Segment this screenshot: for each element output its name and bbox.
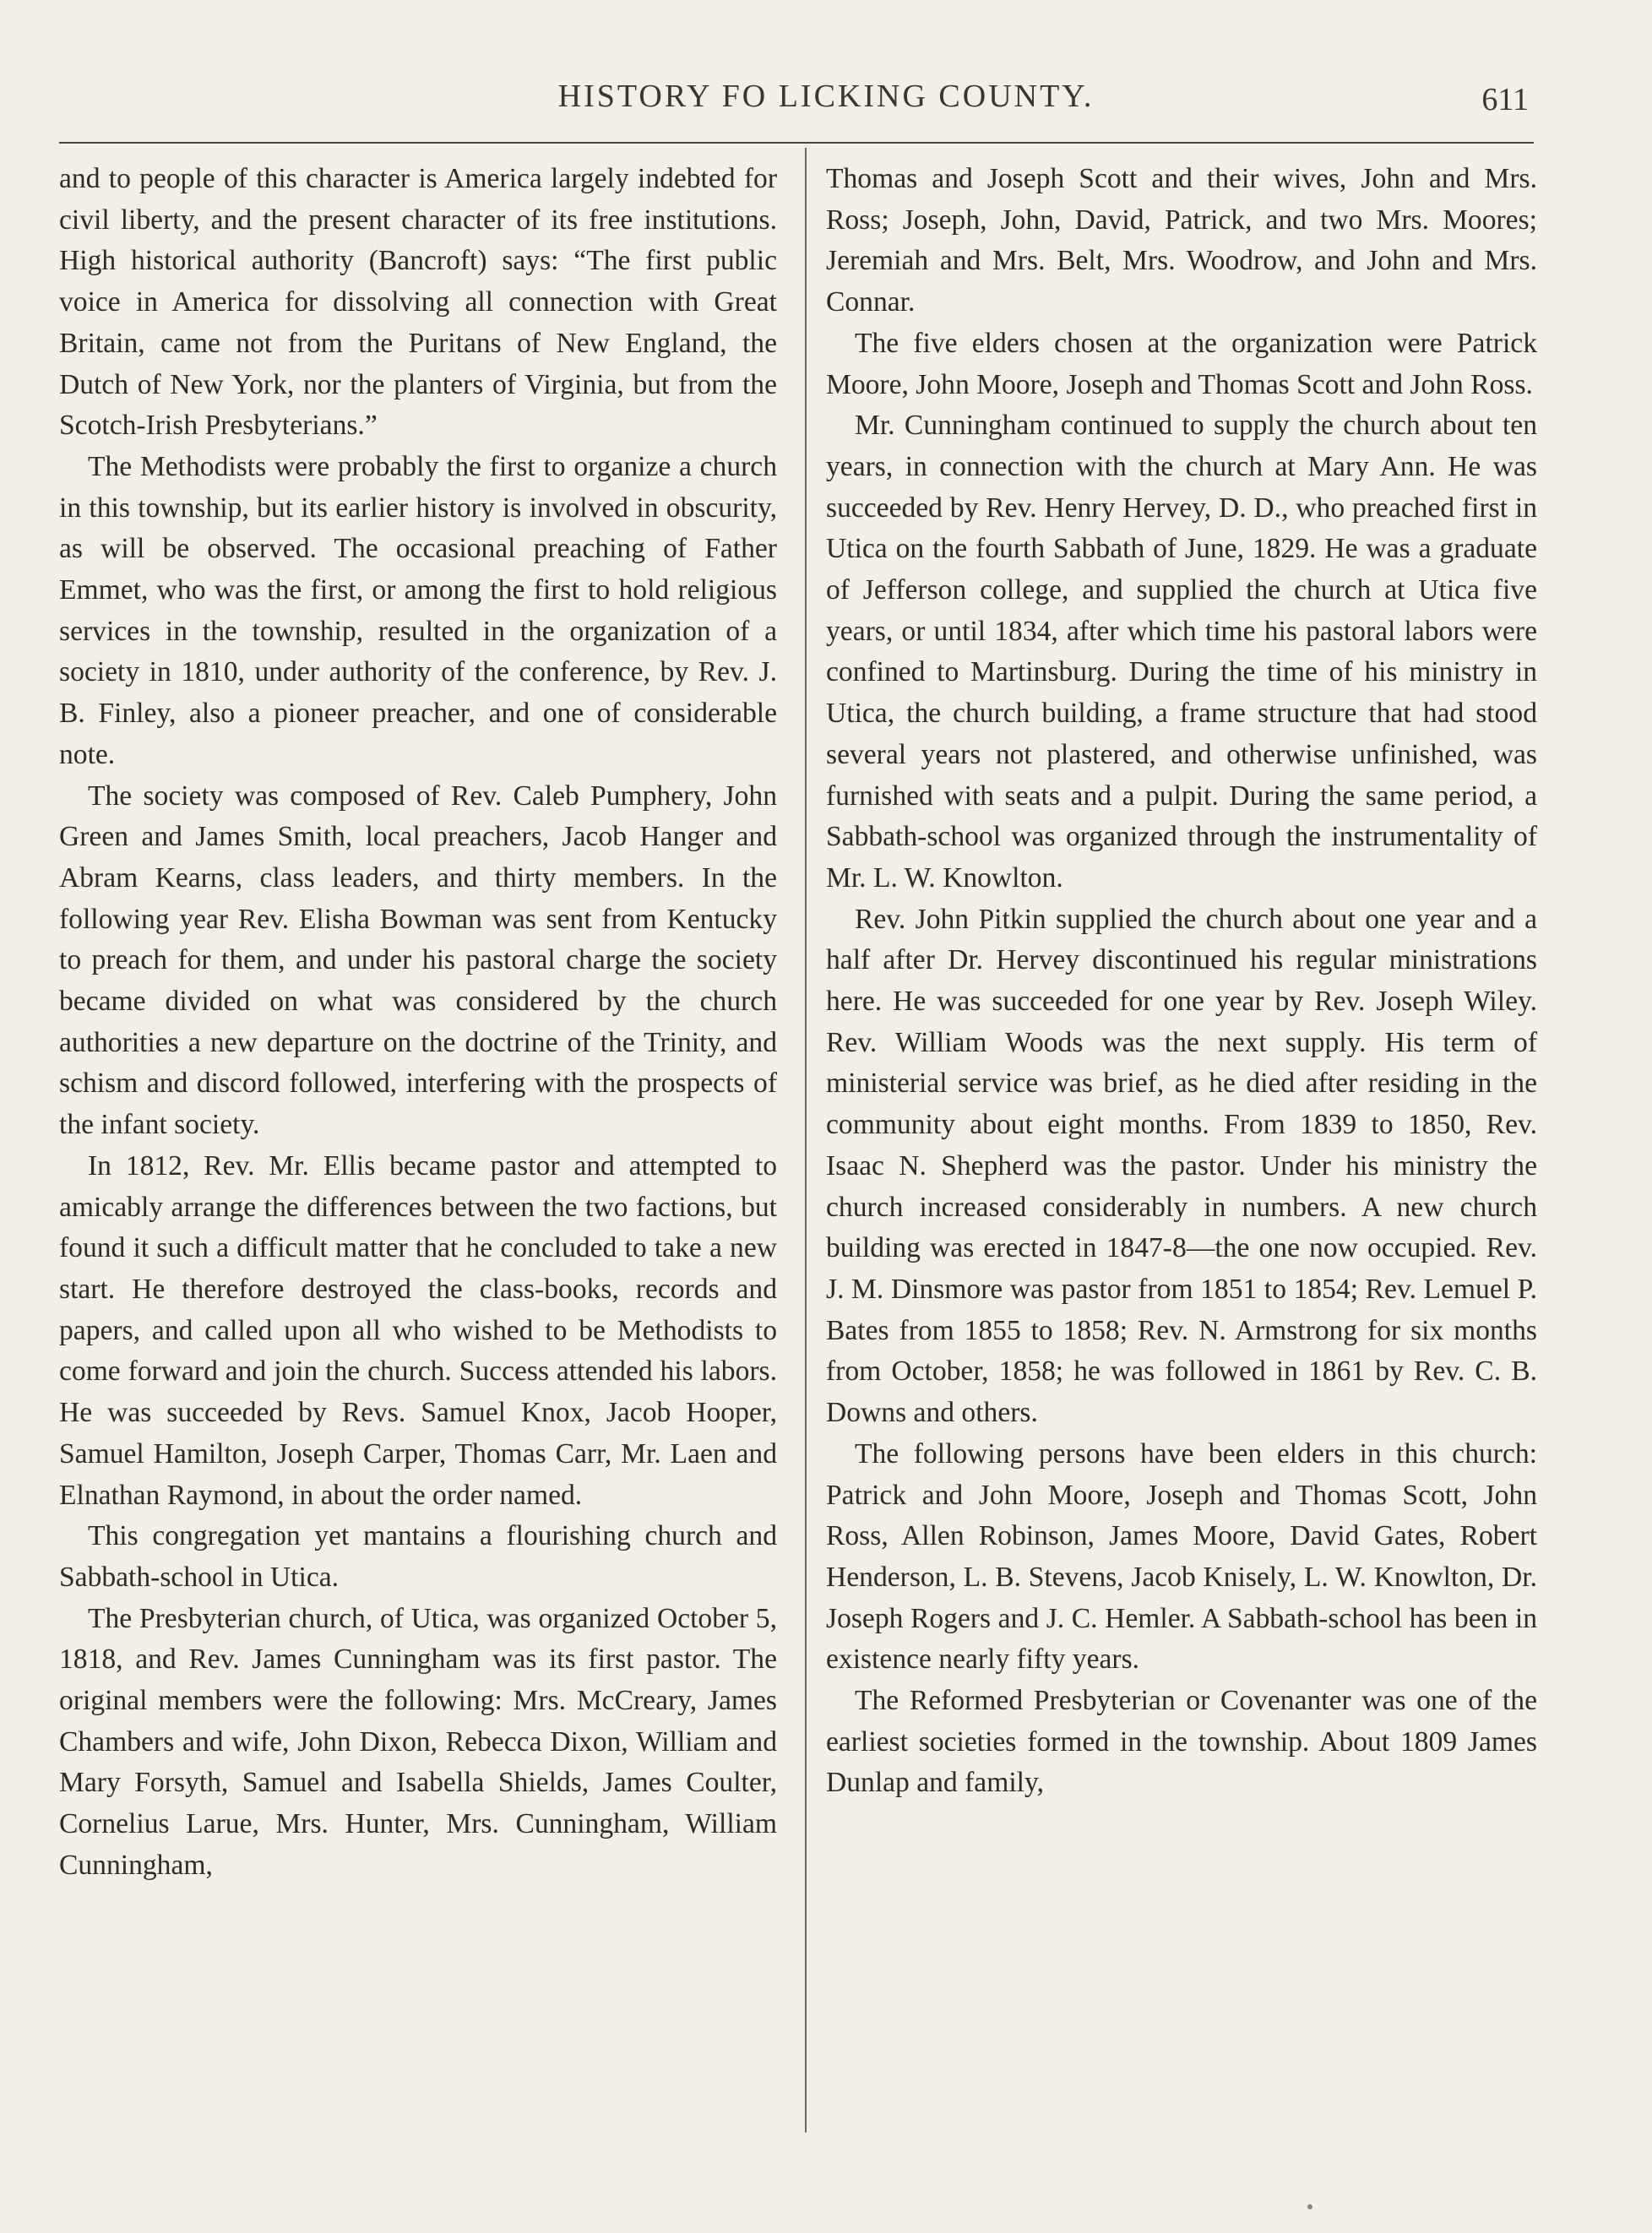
paper-speck — [1307, 2204, 1312, 2209]
running-title: HISTORY FO LICKING COUNTY. — [557, 79, 1095, 114]
header-rule — [59, 142, 1534, 144]
paragraph: and to people of this character is America largely indebted for civil liberty, and the present character of its free institutions. High historical authority (Bancroft) says: “The first public voice in America for dissolving all connection with Great Britain, came not from the Puritans of New England, the Dutch of New York, nor the planters of Virginia, but from the Scotch-Irish Presbyterians.” — [59, 163, 777, 442]
paragraph: Thomas and Joseph Scott and their wives, John and Mrs. Ross; Joseph, John, David, Patrick, and two Mrs. Moores; Jeremiah and Mrs. Belt, Mrs. Woodrow, and John and Mrs. Connar. — [826, 163, 1537, 318]
paragraph: The Reformed Presbyterian or Covenanter was one of the earliest societies formed in the township. About 1809 James Dunlap and family, — [826, 1685, 1537, 1799]
paragraph: The Presbyterian church, of Utica, was organized October 5, 1818, and Rev. James Cunningham was its first pastor. The original members were the following: Mrs. McCreary, James Chambers and wife, John Dixon, Rebecca Dixon, William and Mary Forsyth, Samuel and Isabella Shields, James Coulter, Cornelius Larue, Mrs. Hunter, Mrs. Cunningham, William Cunningham, — [59, 1602, 777, 1881]
right-column — [826, 159, 1537, 1804]
paragraph: Mr. Cunningham continued to supply the church about ten years, in connection with the church at Mary Ann. He was succeeded by Rev. Henry Hervey, D. D., who preached first in Utica on the fourth Sabbath of June, 1829. He was a graduate of Jefferson college, and supplied the church at Utica five years, or until 1834, after which time his pastoral labors were confined to Martinsburg. During the time of his ministry in Utica, the church building, a frame structure that had stood several years not plastered, and otherwise unfinished, was furnished with seats and a pulpit. During the same period, a Sabbath-school was organized through the instrumentality of Mr. L. W. Knowlton. — [826, 410, 1537, 894]
column-divider — [805, 148, 807, 2132]
paragraph: In 1812, Rev. Mr. Ellis became pastor and attempted to amicably arrange the differences between the two factions, but found it such a difficult matter that he concluded to take a new start. He therefore destroyed the class-books, records and papers, and called upon all who wished to be Methodists to come forward and join the church. Success attended his labors. He was succeeded by Revs. Samuel Knox, Jacob Hooper, Samuel Hamilton, Joseph Carper, Thomas Carr, Mr. Laen and Elnathan Raymond, in about the order named. — [59, 1149, 777, 1511]
paragraph: The society was composed of Rev. Caleb Pumphery, John Green and James Smith, local preachers, Jacob Hanger and Abram Kearns, class leaders, and thirty members. In the following year Rev. Elisha Bowman was sent from Kentucky to preach for them, and under his pastoral charge the society became divided on what was considered by the church authorities a new departure on the doctrine of the Trinity, and schism and discord followed, interfering with the prospects of the infant society. — [59, 780, 777, 1141]
paragraph: This congregation yet mantains a flourishing church and Sabbath-school in Utica. — [59, 1520, 777, 1593]
left-column — [59, 159, 777, 1887]
running-head — [0, 78, 1652, 128]
page-number: 611 — [1481, 82, 1529, 117]
paragraph: Rev. John Pitkin supplied the church about one year and a half after Dr. Hervey discontinued his regular ministrations here. He was succeeded for one year by Rev. Joseph Wiley. Rev. William Woods was the next supply. His term of ministerial service was brief, as he died after residing in the community about eight months. From 1839 to 1850, Rev. Isaac N. Shepherd was the pastor. Under his ministry the church increased considerably in numbers. A new church building was erected in 1847-8—the one now occupied. Rev. J. M. Dinsmore was pastor from 1851 to 1854; Rev. Lemuel P. Bates from 1855 to 1858; Rev. N. Armstrong for six months from October, 1858; he was followed in 1861 by Rev. C. B. Downs and others. — [826, 903, 1537, 1429]
paragraph: The following persons have been elders in this church: Patrick and John Moore, Joseph and Thomas Scott, John Ross, Allen Robinson, James Moore, David Gates, Robert Henderson, L. B. Stevens, Jacob Knisely, L. W. Knowlton, Dr. Joseph Rogers and J. C. Hemler. A Sabbath-school has been in existence nearly fifty years. — [826, 1437, 1537, 1676]
paragraph: The Methodists were probably the first to organize a church in this township, but its earlier history is involved in obscurity, as will be observed. The occasional preaching of Father Emmet, who was the first, or among the first to hold religious services in the township, resulted in the organization of a society in 1810, under authority of the conference, by Rev. J. B. Finley, also a pioneer preacher, and one of considerable note. — [59, 450, 777, 770]
paragraph: The five elders chosen at the organization were Patrick Moore, John Moore, Joseph and Thomas Scott and John Ross. — [826, 327, 1537, 400]
